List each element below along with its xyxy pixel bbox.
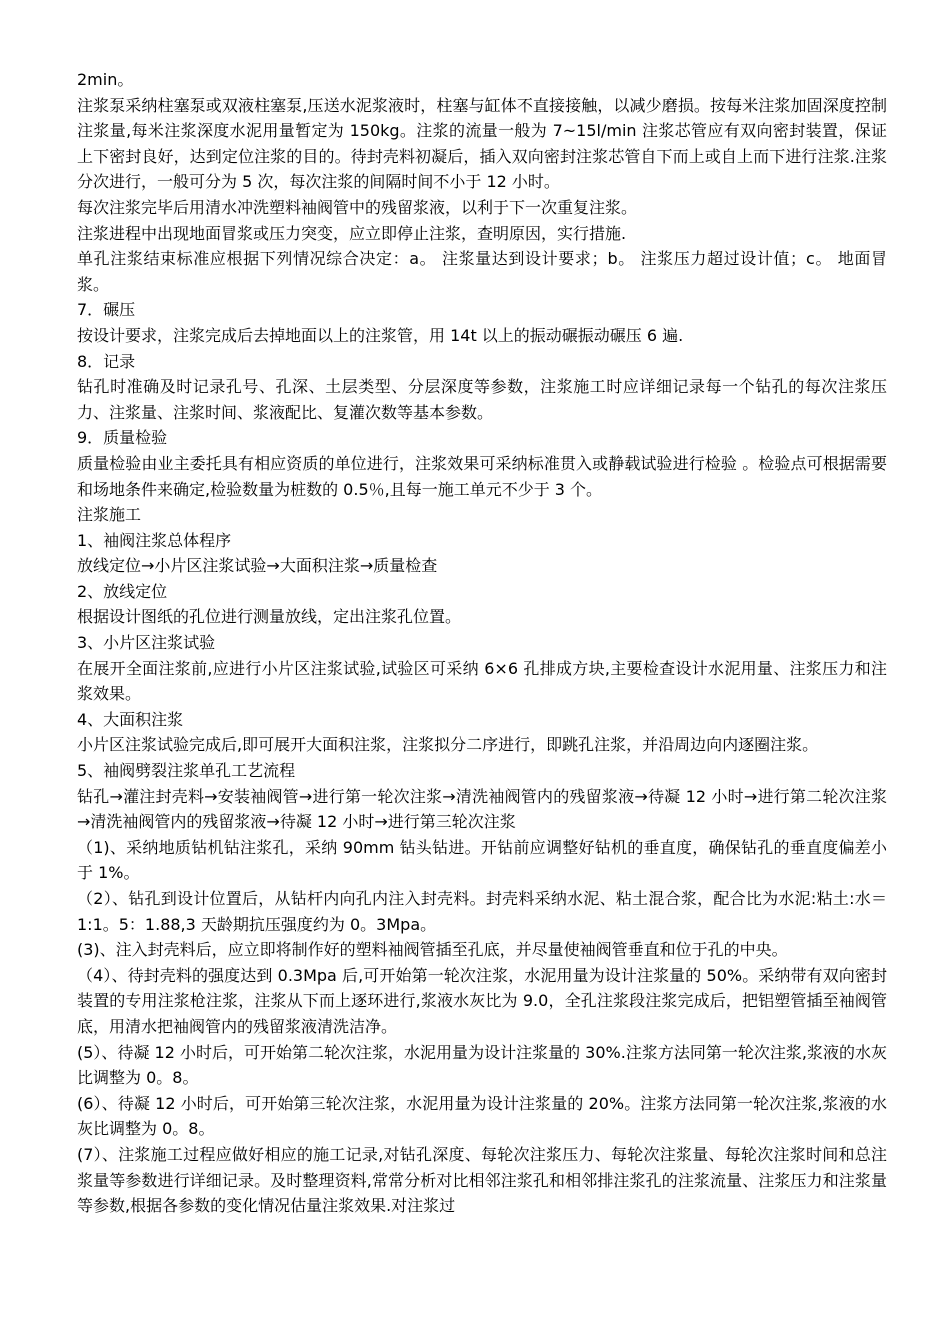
paragraph-continuation: 2min。 — [77, 70, 134, 89]
paragraph-compaction: 按设计要求，注浆完成后去掉地面以上的注浆管，用 14t 以上的振动碾振动碾压 6 遍. — [77, 325, 684, 345]
paragraph-positioning: 根据设计图纸的孔位进行测量放线，定出注浆孔位置。 — [77, 607, 462, 627]
step-1-drilling: （1)、采纳地质钻机钻注浆孔，采纳 90mm 钻头钻进。开钻前应调整好钻机的垂直度，确保钻孔的垂直度偏差小于 1%。 — [77, 837, 887, 883]
paragraph-trial-grouting: 在展开全面注浆前,应进行小片区注浆试验,试验区可采纳 6×6 孔排成方块,主要检查设计水泥用量、注浆压力和注浆效果。 — [77, 658, 887, 704]
step-7-records: (7）、注浆施工过程应做好相应的施工记录,对钻孔深度、每轮次注浆压力、每轮次注浆量、每轮次注浆时间和总注浆量等参数进行详细记录。及时整理资料,常常分析对比相邻注浆孔和相邻排注浆孔的注浆流量、注浆压力和注浆量等参数,根据各参数的变化情况估量注浆效果.对注浆过 — [77, 1144, 887, 1216]
paragraph-overall-procedure: 放线定位→小片区注浆试验→大面积注浆→质量检查 — [77, 556, 438, 576]
document-body — [77, 67, 887, 1219]
heading-single-hole-process: 5、袖阀劈裂注浆单孔工艺流程 — [77, 761, 296, 781]
heading-quality-inspection: 9．质量检验 — [77, 428, 168, 448]
paragraph-grouting-pump: 注浆泵采纳柱塞泵或双液柱塞泵,压送水泥浆液时，柱塞与缸体不直接接触，以减少磨损。按每米注浆加固深度控制注浆量,每米注浆深度水泥用量暂定为 150kg。注浆的流量一般为 7~15l/min 注浆芯管应有双向密封装置，保证上下密封良好，达到定位注浆的目的。待封壳料初凝后，插入双向密封注浆芯管自下而上或自上而下进行注浆.注浆分次进行，一般可分为 5 次，每次注浆的间隔时间不小于 12 小时。 — [77, 95, 887, 192]
paragraph-single-hole-process: 钻孔→灌注封壳料→安装袖阀管→进行第一轮次注浆→清洗袖阀管内的残留浆液→待凝 12 小时→进行第二轮次注浆→清洗袖阀管内的残留浆液→待凝 12 小时→进行第三轮次注浆 — [77, 786, 887, 832]
heading-grouting-construction: 注浆施工 — [77, 505, 142, 525]
step-2-shell-material: （2）、钻孔到设计位置后，从钻杆内向孔内注入封壳料。封壳料采纳水泥、粘土混合浆，配合比为水泥:粘土:水＝1:1。5：1.88,3 天龄期抗压强度约为 0。3Mpa。 — [77, 889, 887, 934]
heading-compaction: 7．碾压 — [77, 300, 136, 320]
heading-trial-grouting: 3、小片区注浆试验 — [77, 633, 216, 653]
paragraph-quality-inspection: 质量检验由业主委托具有相应资质的单位进行，注浆效果可采纳标准贯入或静载试验进行检验 。检验点可根据需要和场地条件来确定,检验数量为桩数的 0.5％,且每一施工单元不少于 3 个。 — [77, 453, 887, 499]
heading-overall-procedure: 1、袖阀注浆总体程序 — [77, 530, 232, 550]
heading-records: 8．记录 — [77, 351, 136, 371]
paragraph-flushing: 每次注浆完毕后用清水冲洗塑料袖阀管中的残留浆液，以利于下一次重复注浆。 — [77, 197, 638, 217]
step-4-first-round: （4）、待封壳料的强度达到 0.3Mpa 后,可开始第一轮次注浆，水泥用量为设计注浆量的 50%。采纳带有双向密封装置的专用注浆枪注浆，注浆从下而上逐环进行,浆液水灰比为 9.0，全孔注浆段注浆完成后，把铝塑管插至袖阀管底，用清水把袖阀管内的残留浆液清洗洁净。 — [77, 965, 887, 1036]
paragraph-records: 钻孔时准确及时记录孔号、孔深、土层类型、分层深度等参数，注浆施工时应详细记录每一个钻孔的每次注浆压力、注浆量、注浆时间、浆液配比、复灌次数等基本参数。 — [77, 377, 887, 422]
paragraph-large-area-grouting: 小片区注浆试验完成后,即可展开大面积注浆，注浆拟分二序进行，即跳孔注浆，并沿周边向内逐圈注浆。 — [77, 735, 819, 755]
heading-positioning: 2、放线定位 — [77, 581, 168, 601]
paragraph-stop-grouting: 注浆进程中出现地面冒浆或压力突变，应立即停止注浆，查明原因，实行措施. — [77, 223, 627, 243]
step-3-insert-sleeve: (3)、注入封壳料后，应立即将制作好的塑料袖阀管插至孔底，并尽量使袖阀管垂直和位于孔的中央。 — [77, 940, 788, 960]
step-5-second-round: (5）、待凝 12 小时后，可开始第二轮次注浆，水泥用量为设计注浆量的 30%.注浆方法同第一轮次注浆,浆液的水灰比调整为 0。8。 — [77, 1042, 887, 1088]
heading-large-area-grouting: 4、大面积注浆 — [77, 709, 184, 729]
step-6-third-round: (6）、待凝 12 小时后，可开始第三轮次注浆，水泥用量为设计注浆量的 20%。注浆方法同第一轮次注浆,浆液的水灰比调整为 0。8。 — [77, 1093, 887, 1139]
paragraph-end-criteria: 单孔注浆结束标准应根据下列情况综合决定：a。 注浆量达到设计要求；b。 注浆压力超过设计值；c。 地面冒浆。 — [77, 249, 887, 294]
